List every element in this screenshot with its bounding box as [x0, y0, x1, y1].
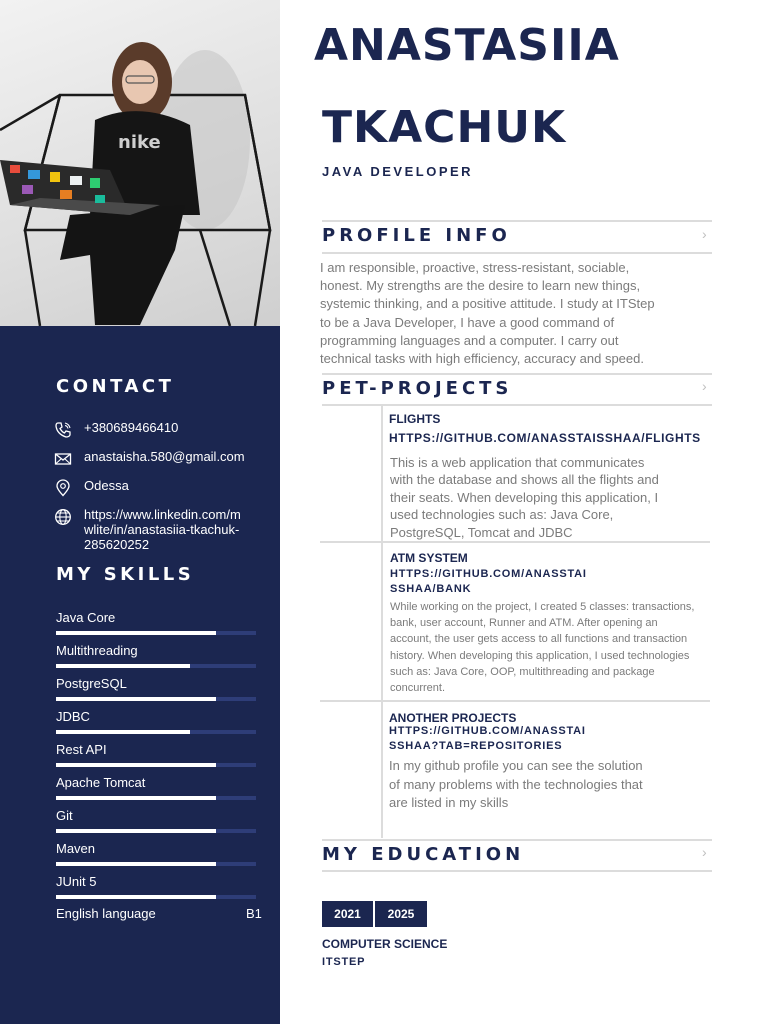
skill-name: Maven [56, 841, 96, 856]
skill-apache-tomcat [56, 775, 256, 791]
linkedin-url [84, 507, 241, 552]
description-line: with the database and shows all the flights and [390, 472, 659, 488]
contact-city [54, 478, 129, 497]
project-name: ANOTHER PROJECTS [389, 711, 517, 725]
skill-bar [56, 697, 256, 701]
mail-icon [54, 450, 72, 468]
profile-line: honest. My strengths are the desire to learn new things, [320, 278, 641, 294]
profile-photo [0, 0, 280, 326]
project-divider [320, 700, 710, 702]
skill-name: Rest API [56, 742, 107, 757]
skill-java-core [56, 610, 256, 626]
education-school: ITSTEP [322, 956, 366, 968]
contact-phone[interactable] [54, 420, 178, 439]
project-link-line: HTTPS://GITHUB.COM/ANASSTAI [389, 725, 586, 737]
projects-timeline-line [381, 406, 383, 838]
description-line: history. When developing this application, I used technologies [390, 649, 690, 662]
education-year-start: 2021 [322, 901, 373, 927]
skill-git [56, 808, 256, 824]
chevron-right-icon: › [702, 226, 707, 242]
skill-bar-fill [56, 697, 216, 701]
globe-icon [54, 508, 72, 526]
profile-line: to be a Java Developer, I have a good command of [320, 314, 615, 330]
skill-english-language [56, 906, 262, 922]
section-divider [322, 870, 712, 872]
skill-name: JUnit 5 [56, 874, 97, 889]
description-line: such as: Java Core, OOP, multithreading and package [390, 665, 655, 678]
skill-bar-fill [56, 895, 216, 899]
chevron-right-icon: › [702, 844, 707, 860]
education-year-end: 2025 [375, 901, 427, 927]
project-name: ATM SYSTEM [390, 551, 468, 565]
description-line: used technologies such as: Java Core, [390, 507, 614, 523]
profile-line: I am responsible, proactive, stress-resistant, sociable, [320, 260, 630, 275]
education-title: MY EDUCATION [322, 844, 525, 865]
email-address: anastaisha.580@gmail.com [84, 449, 245, 464]
skill-bar-fill [56, 763, 216, 767]
description-line: In my github profile you can see the solution [389, 758, 643, 773]
description-line: This is a web application that communicates [390, 455, 645, 470]
skill-bar [56, 796, 256, 800]
location-pin-icon [54, 479, 72, 497]
project-link[interactable] [390, 567, 587, 597]
description-line: are listed in my skills [389, 795, 509, 810]
profile-line: programming languages and a computer. I carry out [320, 332, 619, 348]
phone-icon [54, 421, 72, 439]
skill-bar-fill [56, 862, 216, 866]
last-name: TKACHUK [322, 102, 567, 153]
skill-bar [56, 631, 256, 635]
section-divider [322, 252, 712, 254]
description-line: of many problems with the technologies that [389, 776, 643, 792]
project-link-line: SSHAA/BANK [390, 583, 472, 595]
language-name: English language [56, 906, 156, 921]
svg-text:nike: nike [118, 132, 161, 153]
section-divider [322, 373, 712, 375]
skill-bar [56, 763, 256, 767]
contact-title: CONTACT [56, 376, 175, 397]
skill-name: Multithreading [56, 643, 138, 658]
language-level: B1 [246, 906, 262, 921]
skills-title: MY SKILLS [56, 564, 195, 585]
linkedin-line-1: https://www.linkedin.com/m [84, 507, 241, 522]
project-link[interactable]: HTTPS://GITHUB.COM/ANASSTAISSHAA/FLIGHTS [389, 431, 701, 445]
project-description [390, 599, 694, 696]
skill-bar [56, 895, 256, 899]
skill-bar-fill [56, 796, 216, 800]
skill-postgresql [56, 676, 256, 692]
skill-bar-fill [56, 829, 216, 833]
profile-photo-illustration [0, 0, 280, 326]
project-link[interactable] [389, 724, 586, 754]
section-divider [322, 839, 712, 841]
project-divider [320, 541, 710, 543]
skill-junit-5 [56, 874, 256, 890]
skill-name: JDBC [56, 709, 90, 724]
skill-bar [56, 730, 256, 734]
skill-jdbc [56, 709, 256, 725]
profile-line: systemic thinking, and a positive attitude. I study at ITStep [320, 296, 655, 312]
education-degree: COMPUTER SCIENCE [322, 937, 448, 951]
skill-name: Apache Tomcat [56, 775, 146, 790]
contact-linkedin[interactable] [54, 507, 241, 552]
description-line: PostgreSQL, Tomcat and JDBC [390, 524, 573, 540]
skill-bar-fill [56, 664, 190, 668]
profile-line: technical tasks with high efficiency, accuracy and speed. [320, 351, 644, 367]
skill-name: Java Core [56, 610, 116, 625]
profile-text [320, 259, 655, 368]
description-line: bank, user account, Runner and ATM. After opening an [390, 617, 658, 630]
first-name: ANASTASIIA [314, 20, 620, 71]
skill-name: Git [56, 808, 73, 823]
skill-bar [56, 862, 256, 866]
skill-name: PostgreSQL [56, 676, 127, 691]
skill-bar [56, 664, 256, 668]
profile-title: PROFILE INFO [322, 225, 511, 246]
skill-rest-api [56, 742, 256, 758]
linkedin-line-2: wlite/in/anastasiia-tkachuk- [84, 522, 240, 537]
projects-title: PET-PROJECTS [322, 378, 513, 399]
section-divider [322, 220, 712, 222]
city: Odessa [84, 478, 129, 493]
skill-bar-fill [56, 730, 190, 734]
description-line: While working on the project, I created 5 classes: transactions, [390, 601, 695, 613]
chevron-right-icon: › [702, 378, 707, 394]
description-line: concurrent. [390, 682, 446, 695]
description-line: account, the user gets access to all functions and transaction [390, 633, 688, 646]
phone-number: +380689466410 [84, 420, 179, 435]
job-title: JAVA DEVELOPER [322, 164, 474, 179]
project-link-line: SSHAA?TAB=REPOSITORIES [389, 740, 563, 752]
contact-email[interactable] [54, 449, 245, 468]
skill-multithreading [56, 643, 256, 659]
skill-bar-fill [56, 631, 216, 635]
description-line: their seats. When developing this application, I [390, 489, 659, 505]
project-description [389, 757, 643, 813]
linkedin-line-3: 285620252 [84, 537, 150, 552]
project-name: FLIGHTS [389, 412, 441, 426]
skill-maven [56, 841, 256, 857]
project-description [390, 454, 659, 541]
skill-bar [56, 829, 256, 833]
project-link-line: HTTPS://GITHUB.COM/ANASSTAI [390, 568, 587, 580]
